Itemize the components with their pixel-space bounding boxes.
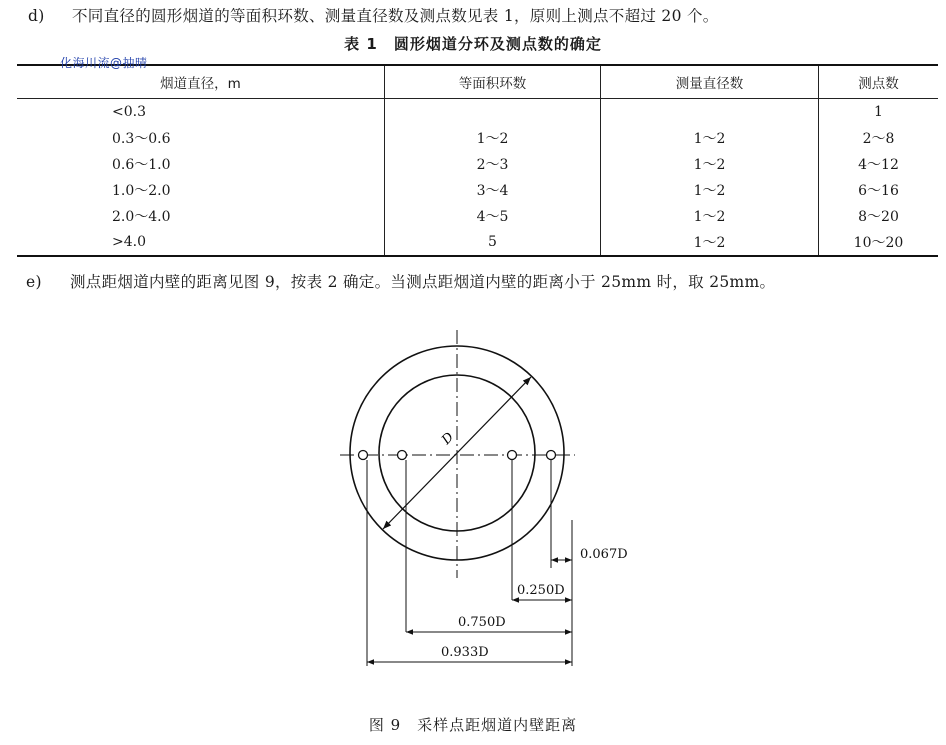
cell-points: 4～12 xyxy=(819,151,939,177)
header-diameter-count: 测量直径数 xyxy=(601,65,819,99)
cell-points: 10～20 xyxy=(819,229,939,256)
paragraph-e-text: 测点距烟道内壁的距离见图 9，按表 2 确定。当测点距烟道内壁的距离小于 25mm 时，取 25mm。 xyxy=(70,273,776,291)
sampling-point xyxy=(508,451,517,460)
figure-caption: 图 9 采样点距烟道内壁距离 xyxy=(368,716,578,734)
cell-diameter: 0.3～0.6 xyxy=(17,125,385,151)
header-ring-count: 等面积环数 xyxy=(385,65,601,99)
cell-diameters: 1～2 xyxy=(601,177,819,203)
sampling-point xyxy=(398,451,407,460)
cell-diameter: 1.0～2.0 xyxy=(17,177,385,203)
cell-rings: 4～5 xyxy=(385,203,601,229)
sampling-point xyxy=(547,451,556,460)
cell-rings: 3～4 xyxy=(385,177,601,203)
diameter-label: D xyxy=(439,429,458,448)
cell-diameter: 0.6～1.0 xyxy=(17,151,385,177)
cell-rings: 2～3 xyxy=(385,151,601,177)
paragraph-e-marker: e) xyxy=(26,273,42,291)
cell-diameters: 1～2 xyxy=(601,203,819,229)
header-diameter: 烟道直径，m xyxy=(17,65,385,99)
cell-diameter: >4.0 xyxy=(17,229,385,256)
watermark-text: 化海川流@抽晴 xyxy=(60,56,148,70)
dim-label-0933: 0.933D xyxy=(441,645,489,660)
cell-rings: 1～2 xyxy=(385,125,601,151)
dim-label-0750: 0.750D xyxy=(458,615,506,630)
paragraph-d-marker: d) xyxy=(28,7,45,25)
table-title: 表 1 圆形烟道分环及测点数的确定 xyxy=(344,35,602,53)
cell-diameter: 2.0～4.0 xyxy=(17,203,385,229)
dim-label-0067: 0.067D xyxy=(580,547,628,562)
cell-diameters: 1～2 xyxy=(601,229,819,256)
cell-points: 6～16 xyxy=(819,177,939,203)
header-point-count: 测点数 xyxy=(819,65,939,99)
cell-diameters: 1～2 xyxy=(601,125,819,151)
cell-points: 2～8 xyxy=(819,125,939,151)
cell-diameters: 1～2 xyxy=(601,151,819,177)
cell-diameter: <0.3 xyxy=(17,99,385,126)
cell-rings: 5 xyxy=(385,229,601,256)
dim-label-0250: 0.250D xyxy=(517,583,565,598)
sampling-point xyxy=(359,451,368,460)
cell-points: 8～20 xyxy=(819,203,939,229)
paragraph-d-text: 不同直径的圆形烟道的等面积环数、测量直径数及测点数见表 1，原则上测点不超过 20 个。 xyxy=(72,7,719,25)
cell-points: 1 xyxy=(819,99,939,126)
